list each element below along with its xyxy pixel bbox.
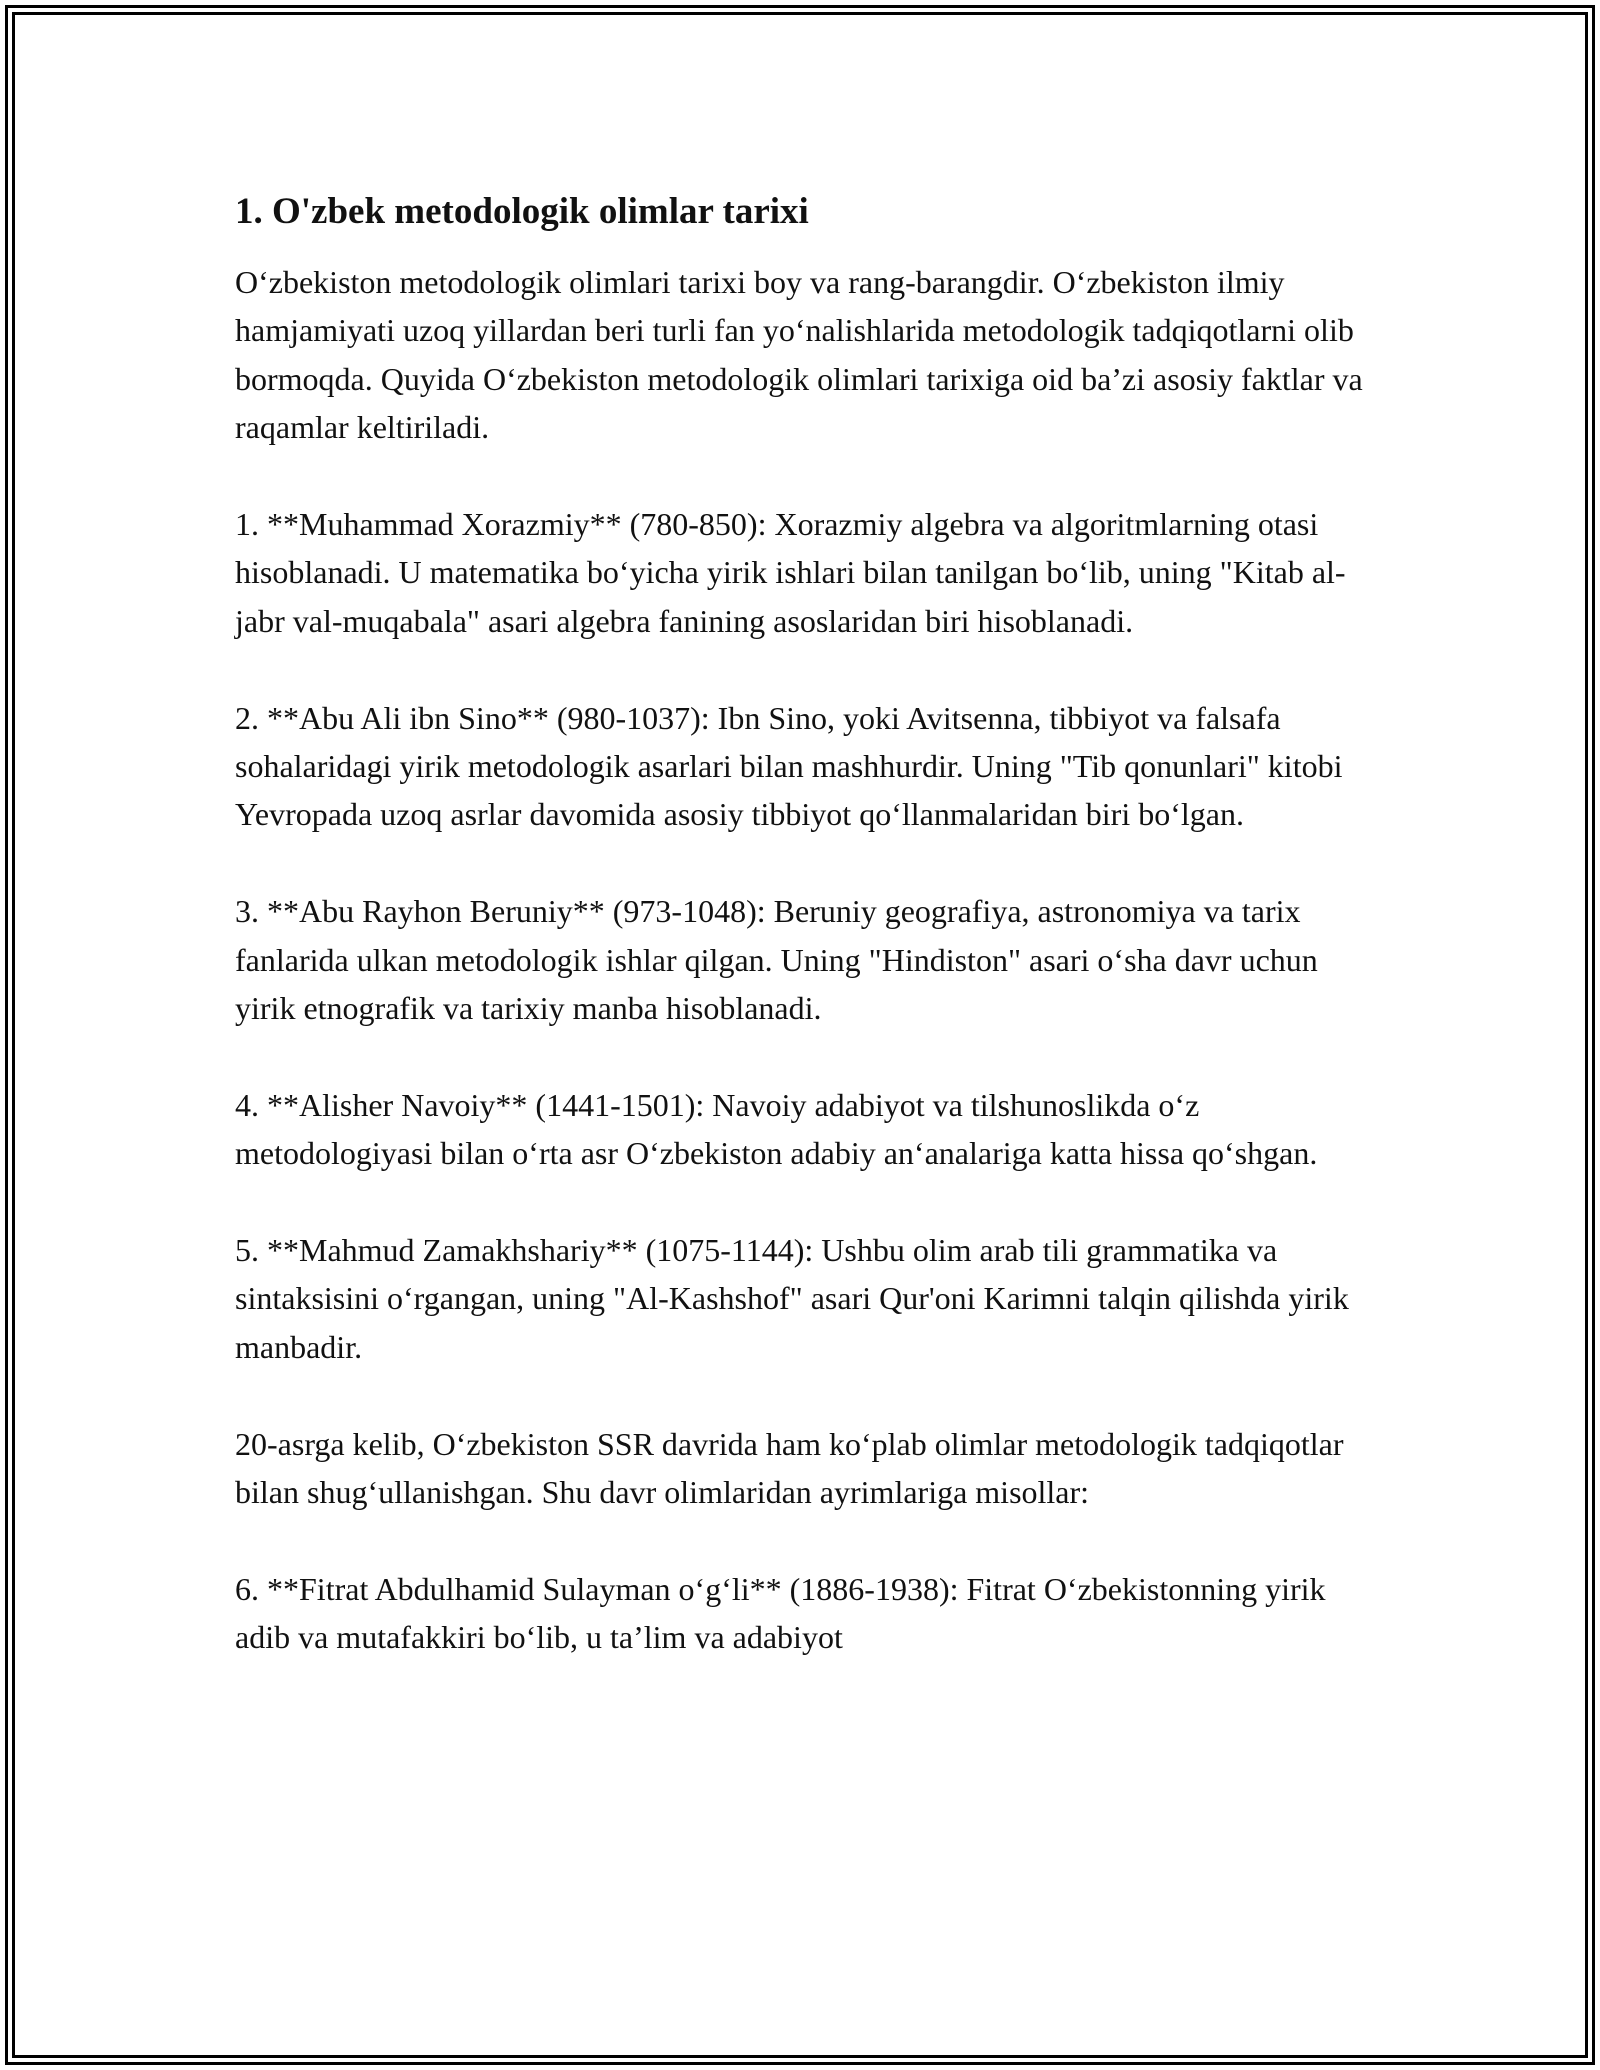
- intro-paragraph: O‘zbekiston metodologik olimlari tarixi boy va rang-barangdir. O‘zbekiston ilmiy hamjamiyati uzoq yillardan beri turli fan yo‘nalishlarida metodologik tadqiqotlarni olib bormoqda. Quyida O‘zbekiston metodologik olimlari tarixiga oid ba’zi asosiy faktlar va raqamlar keltiriladi.: [235, 264, 1363, 446]
- list-item-navoiy: 4. **Alisher Navoiy** (1441-1501): Navoiy adabiyot va tilshunoslikda o‘z metodologiyasi bilan o‘rta asr O‘zbekiston adabiy an‘analariga katta hissa qo‘shgan.: [235, 1086, 1318, 1172]
- ssr-period-paragraph: 20-asrga kelib, O‘zbekiston SSR davrida ham ko‘plab olimlar metodologik tadqiqotlar bilan shug‘ullanishgan. Shu davr olimlaridan ayrimlariga misollar:: [235, 1425, 1344, 1511]
- section-heading: 1. O'zbek metodologik olimlar tarixi: [235, 191, 809, 232]
- list-item-beruniy: 3. **Abu Rayhon Beruniy** (973-1048): Beruniy geografiya, astronomiya va tarix fanlarida ulkan metodologik ishlar qilgan. Uning "Hindiston" asari o‘sha davr uchun yirik etnografik va tarixiy manba hisoblanadi.: [235, 893, 1318, 1027]
- list-item-ibn-sino: 2. **Abu Ali ibn Sino** (980-1037): Ibn Sino, yoki Avitsenna, tibbiyot va falsafa sohalaridagi yirik metodologik asarlari bilan mashhurdir. Uning "Tib qonunlari" kitobi Yevropada uzoq asrlar davomida asosiy tibbiyot qo‘llanmalaridan biri bo‘lgan.: [235, 699, 1343, 833]
- list-item-zamakhshariy: 5. **Mahmud Zamakhshariy** (1075-1144): Ushbu olim arab tili grammatika va sintaksisini o‘rgangan, uning "Al-Kashshof" asari Qur'oni Karimni talqin qilishda yirik manbadir.: [235, 1232, 1349, 1365]
- list-item-fitrat: 6. **Fitrat Abdulhamid Sulayman o‘g‘li** (1886-1938): Fitrat O‘zbekistonning yirik adib va mutafakkiri bo‘lib, u ta’lim va adabiyot: [235, 1570, 1326, 1656]
- list-item-xorazmiy: 1. **Muhammad Xorazmiy** (780-850): Xorazmiy algebra va algoritmlarning otasi hisoblanadi. U matematika bo‘yicha yirik ishlari bilan tanilgan bo‘lib, uning "Kitab al-jabr val-muqabala" asari algebra fanining asoslaridan biri hisoblanadi.: [235, 506, 1346, 639]
- document-body: [235, 188, 1365, 1710]
